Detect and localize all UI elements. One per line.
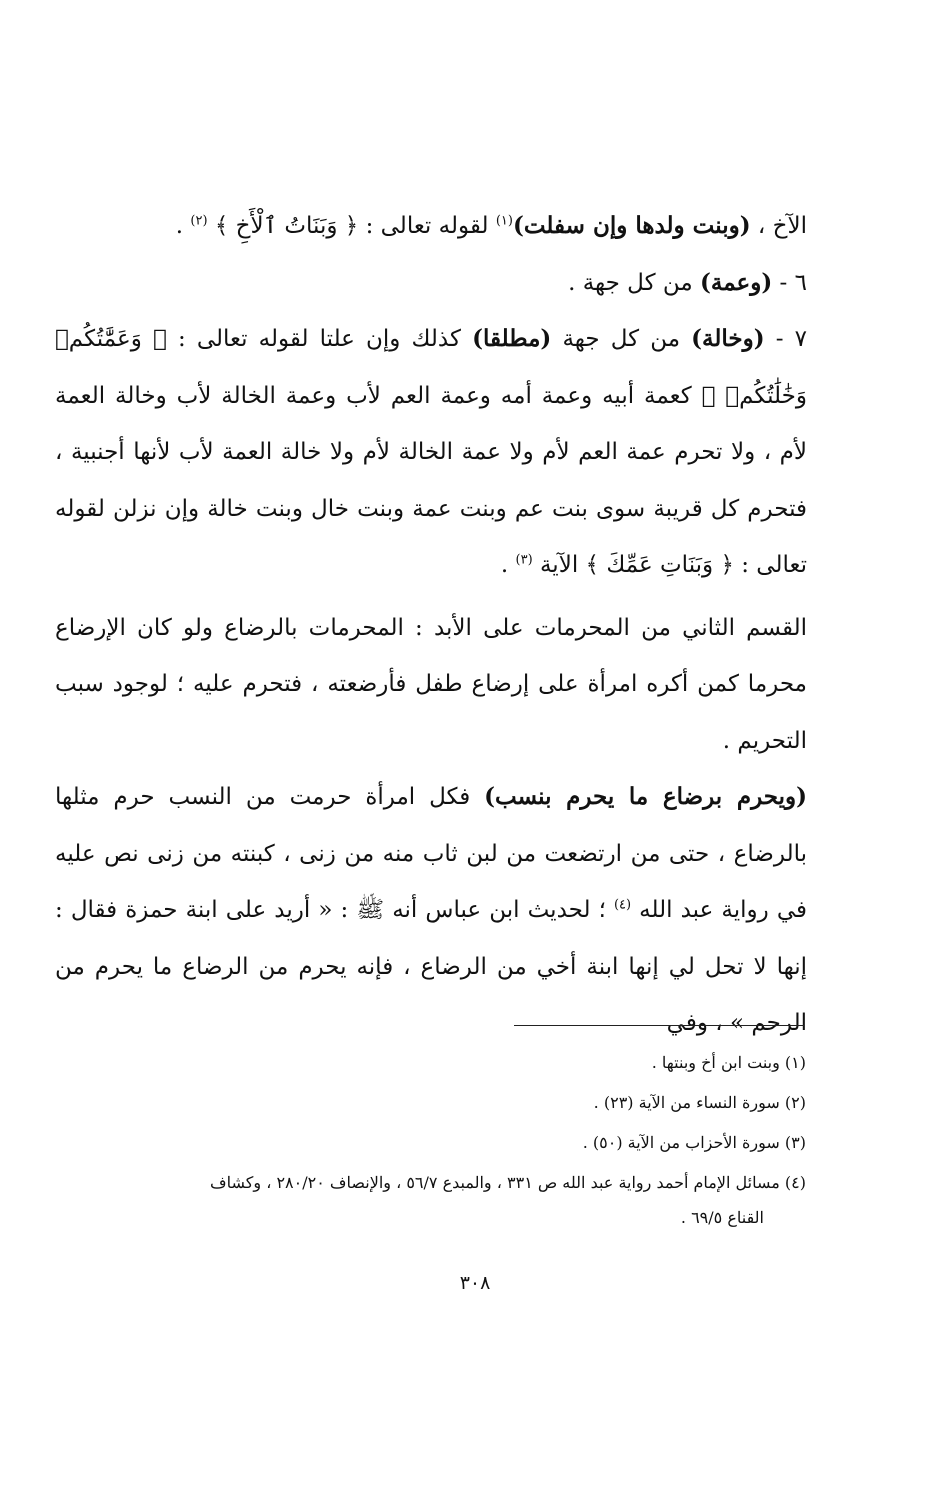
text-run: . xyxy=(500,552,516,578)
page-number: ٣٠٨ xyxy=(459,1272,491,1294)
text-run: من كل جهة . xyxy=(568,269,700,296)
paragraph-3 xyxy=(55,311,807,594)
footnote-ref: (٣) xyxy=(515,552,533,568)
text-run: كذلك وإن علتا لقوله تعالى : xyxy=(166,326,473,352)
text-run: من كل جهة xyxy=(551,326,692,352)
text-run: الآخ ، xyxy=(750,213,807,239)
quran-quote: ﴿ وَبَنَاتِ عَمِّكَ ﴾ xyxy=(585,552,734,578)
bold-term: (وخالة) xyxy=(691,325,765,352)
footnote-4-continued: القناع ٦٩/٥ . xyxy=(680,1208,764,1227)
main-text xyxy=(55,198,807,1052)
footnotes xyxy=(60,1043,806,1233)
bold-term: (مطلقا) xyxy=(472,325,552,352)
quran-quote: ﴿ وَعَمَّٰتُكُمۡ وَخَٰلَٰتُكُمۡ ﴾ xyxy=(55,326,807,409)
text-run: . xyxy=(175,213,191,239)
paragraph-2 xyxy=(55,255,807,312)
text-run: لقوله تعالى : xyxy=(358,213,496,239)
footnote-4: (٤) مسائل الإمام أحمد رواية عبد الله ص ٣٣١ ، والمبدع ٥٦/٧ ، والإنصاف ٢٨٠/٢٠ ، وكشاف xyxy=(210,1173,806,1192)
footnote-3: (٣) سورة الأحزاب من الآية (٥٠) . xyxy=(582,1133,806,1152)
bold-term: (ويحرم برضاع ما يحرم بنسب) xyxy=(484,783,807,810)
text-run: فكل امرأة حرمت من النسب حرم مثلها بالرضاع ، حتى من ارتضعت من لبن ثاب منه من زنى ، كبنته من زنى نص عليه في رواية عبد الله xyxy=(55,784,807,923)
footnote-2: (٢) سورة النساء من الآية (٢٣) . xyxy=(593,1093,806,1112)
quran-quote: ﴿ وَبَنَاتُ ٱلْأَخِ ﴾ xyxy=(214,213,359,239)
footnote-ref: (١) xyxy=(495,213,513,229)
footnote-divider xyxy=(514,1025,804,1026)
text-run: الآية xyxy=(532,552,586,578)
item-number: ٧ - xyxy=(764,326,807,352)
footnote-ref: (٢) xyxy=(190,213,208,229)
text-run: ؛ لحديث ابن عباس أنه ﷺ : « أريد على ابنة حمزة فقال : إنها لا تحل لي إنها ابنة أخي من الرضاع ، فإنه يحرم من الرضاع ما يحرم من الرحم » ، وفي xyxy=(55,897,807,1036)
paragraph-4: القسم الثاني من المحرمات على الأبد : المحرمات بالرضاع ولو كان الإرضاع محرما كمن أكره امرأة على إرضاع طفل فأرضعته ، فتحرم عليه ؛ لوجود سبب التحريم . xyxy=(55,614,807,754)
paragraph-5 xyxy=(55,769,807,1052)
text-run: كعمة أبيه وعمة أمه وعمة العم لأب وعمة الخالة لأب وخالة العمة لأم ، ولا تحرم عمة العم لأم ولا عمة الخالة لأم ولا خالة العمة لأب لأنها أجنبية ، فتحرم كل قريبة سوى بنت عم وبنت عمة وبنت خال وبنت خالة وإن نزلن لقوله تعالى : xyxy=(55,382,807,578)
bold-term: (وبنت ولدها وإن سفلت) xyxy=(512,212,751,239)
footnote-ref: (٤) xyxy=(613,897,632,913)
paragraph-1 xyxy=(55,198,807,255)
bold-term: (وعمة) xyxy=(700,268,773,296)
item-number: ٦ - xyxy=(772,269,807,296)
footnote-1: (١) وبنت ابن أخ وبنتها . xyxy=(651,1053,806,1072)
